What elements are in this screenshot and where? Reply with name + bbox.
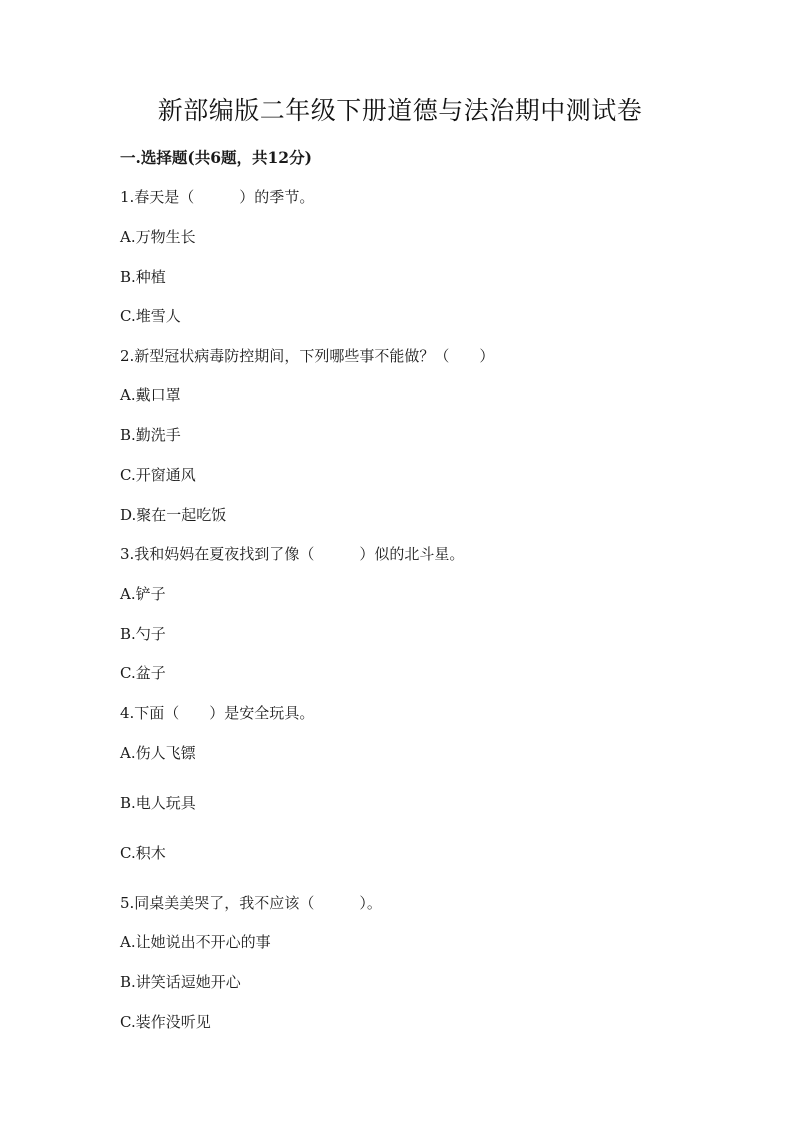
question-5-stem: 5.同桌美美哭了，我不应该（ ）。 — [120, 894, 382, 912]
question-3-option-c: C.盆子 — [120, 664, 166, 682]
question-3-option-a: A.铲子 — [120, 585, 166, 603]
question-5-option-c: C.装作没听见 — [120, 1013, 211, 1031]
question-2-option-d: D.聚在一起吃饭 — [120, 506, 227, 524]
question-4-option-a: A.伤人飞镖 — [120, 744, 196, 762]
question-2-option-a: A.戴口罩 — [120, 386, 181, 404]
question-5-option-b: B.讲笑话逗她开心 — [120, 973, 241, 991]
question-4-stem: 4.下面（ ）是安全玩具。 — [120, 704, 315, 722]
question-4-option-c: C.积木 — [120, 844, 166, 862]
question-3-stem: 3.我和妈妈在夏夜找到了像（ ）似的北斗星。 — [120, 545, 465, 563]
question-3-option-b: B.勺子 — [120, 625, 166, 643]
question-4-option-b: B.电人玩具 — [120, 794, 196, 812]
page-title: 新部编版二年级下册道德与法治期中测试卷 — [157, 96, 643, 125]
question-1-option-b: B.种植 — [120, 268, 166, 286]
question-2-stem: 2.新型冠状病毒防控期间，下列哪些事不能做？（ ） — [120, 347, 495, 365]
question-1-option-c: C.堆雪人 — [120, 307, 181, 325]
question-2-option-b: B.勤洗手 — [120, 426, 181, 444]
question-1-option-a: A.万物生长 — [120, 228, 196, 246]
section-heading: 一.选择题(共6题，共12分) — [120, 148, 312, 167]
question-5-option-a: A.让她说出不开心的事 — [120, 933, 271, 951]
question-1-stem: 1.春天是（ ）的季节。 — [120, 188, 315, 206]
question-2-option-c: C.开窗通风 — [120, 466, 196, 484]
